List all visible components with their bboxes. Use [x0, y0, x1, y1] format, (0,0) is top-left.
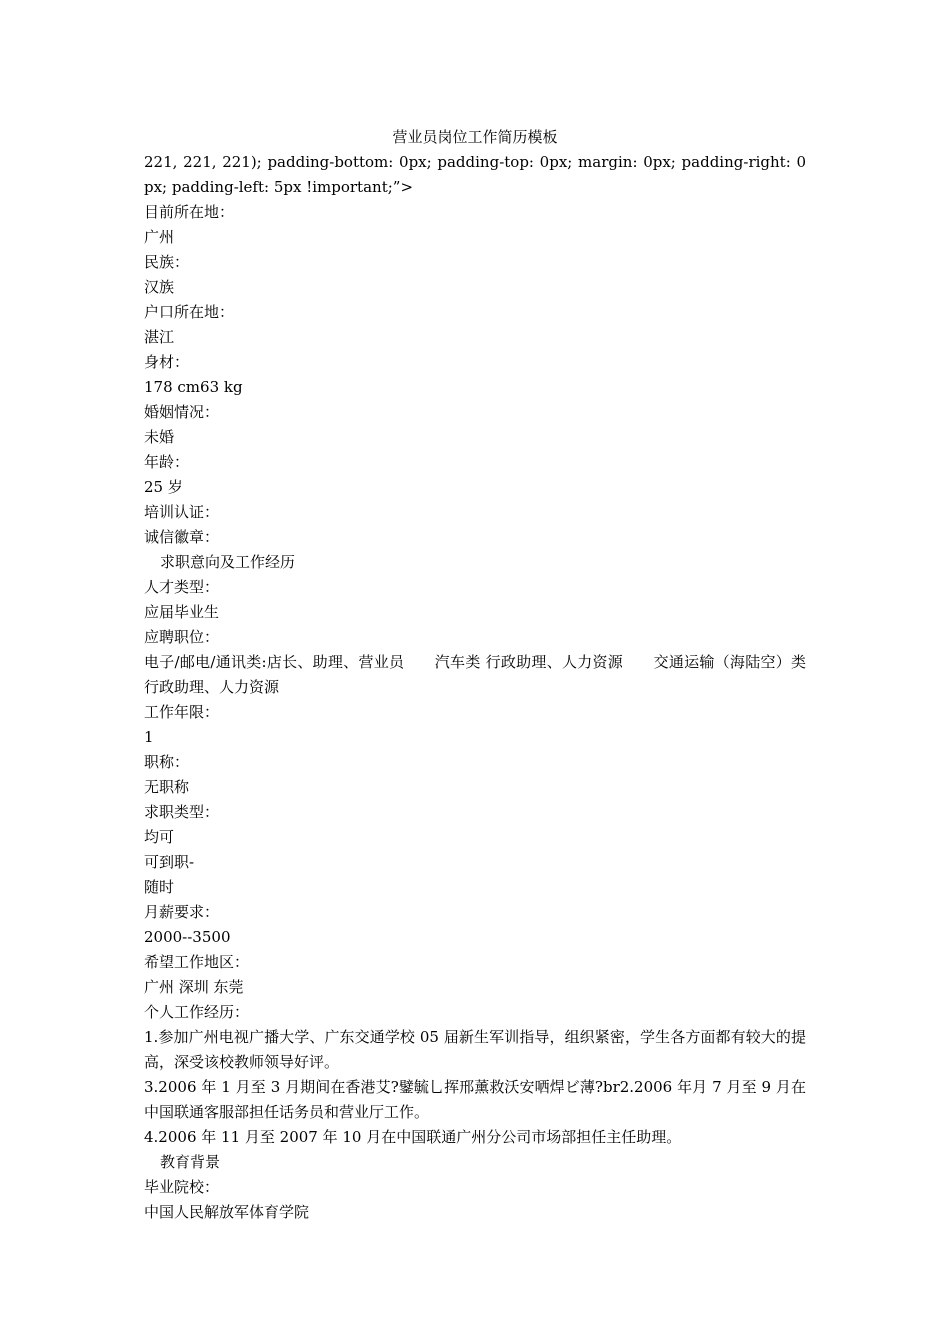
field-label-desired-region: 希望工作地区： [144, 953, 250, 971]
field-label-location: 目前所在地： [144, 203, 235, 221]
field-value-positions: 电子/邮电/通讯类:店长、助理、营业员 汽车类 行政助理、人力资源 交通运输（海陆空）类 行政助理、人力资源 [144, 653, 806, 696]
field-value-title: 无职称 [144, 778, 190, 796]
field-label-physique: 身材： [144, 353, 190, 371]
field-value-work-years: 1 [144, 728, 154, 746]
field-label-marital: 婚姻情况： [144, 403, 220, 421]
field-label-work-experience: 个人工作经历： [144, 1003, 250, 1021]
field-label-hukou: 户口所在地： [144, 303, 235, 321]
field-label-school: 毕业院校： [144, 1178, 220, 1196]
field-value-age: 25 岁 [144, 478, 183, 496]
field-value-desired-region: 广州 深圳 东莞 [144, 978, 244, 996]
field-label-age: 年龄： [144, 453, 190, 471]
experience-item-2: 3.2006 年 1 月至 3 月期间在香港艾?鐾毓乚挥邢薰救沃安哂焊ビ薄?br2.2006 年月 7 月至 9 月在中国联通客服部担任话务员和营业厅工作。 [144, 1078, 806, 1121]
field-value-start-date: 随时 [144, 878, 175, 896]
field-value-school: 中国人民解放军体育学院 [144, 1203, 310, 1221]
field-value-salary: 2000--3500 [144, 928, 231, 946]
field-label-work-years: 工作年限： [144, 703, 220, 721]
field-label-certification: 培训认证： [144, 503, 220, 521]
section-heading-job: 求职意向及工作经历 [160, 553, 296, 571]
field-label-talent-type: 人才类型： [144, 578, 220, 596]
field-label-start-date: 可到职- [144, 853, 195, 871]
experience-item-3: 4.2006 年 11 月至 2007 年 10 月在中国联通广州分公司市场部担任主任助理。 [144, 1128, 682, 1146]
field-value-job-type: 均可 [144, 828, 175, 846]
field-label-position: 应聘职位： [144, 628, 220, 646]
field-value-physique: 178 cm63 kg [144, 378, 243, 396]
field-label-title: 职称： [144, 753, 190, 771]
document-body [144, 150, 806, 1225]
field-value-marital: 未婚 [144, 428, 175, 446]
field-value-location: 广州 [144, 228, 175, 246]
field-label-integrity-badge: 诚信徽章： [144, 528, 220, 546]
style-fragment-text: 221, 221, 221); padding-bottom: 0px; padding-top: 0px; margin: 0px; padding-right: 0px; padding-left: 5px !important;”> [144, 153, 806, 196]
field-value-hukou: 湛江 [144, 328, 175, 346]
field-label-job-type: 求职类型： [144, 803, 220, 821]
field-value-ethnicity: 汉族 [144, 278, 175, 296]
field-label-ethnicity: 民族： [144, 253, 190, 271]
section-heading-education: 教育背景 [160, 1153, 221, 1171]
field-value-talent-type: 应届毕业生 [144, 603, 220, 621]
document-title: 营业员岗位工作简历模板 [392, 128, 558, 146]
field-label-salary: 月薪要求： [144, 903, 220, 921]
experience-item-1: 1.参加广州电视广播大学、广东交通学校 05 届新生军训指导，组织紧密，学生各方面都有较大的提高，深受该校教师领导好评。 [144, 1028, 806, 1071]
